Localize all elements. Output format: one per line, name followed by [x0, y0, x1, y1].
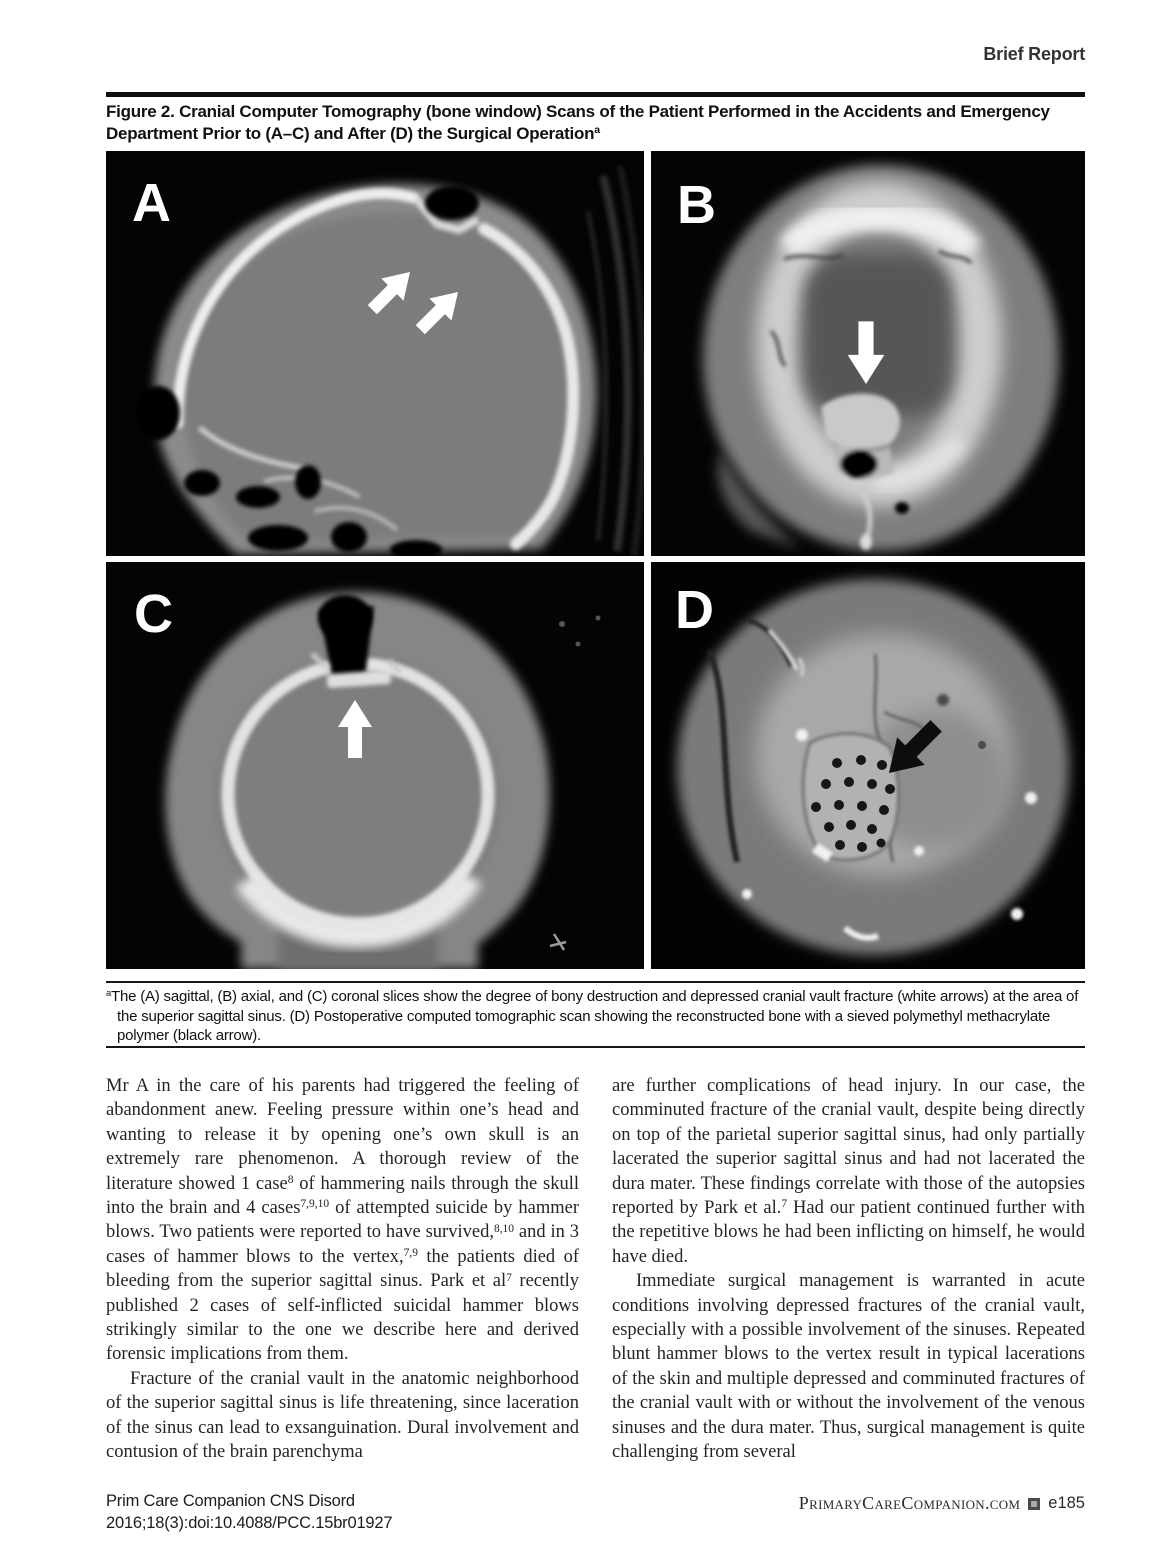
figure-footnote: $^a$The (A) sagittal, (B) axial, and (C) coronal slices show the degree of bony destruction and depressed cranial vault fracture (white arrows) at the area of the superior sagittal sinus. (D) Postoperative computed tomographic scan showing the reconstructed bone with a sieved polymethyl methacrylate polymer (black arrow).: [106, 988, 1079, 1044]
ct-panel-d-postoperative: [651, 562, 1085, 969]
body-text-columns: [106, 1074, 1085, 1465]
ct-scan-axial: [651, 151, 1085, 556]
ct-panel-b-axial: [651, 151, 1085, 556]
paragraph: are further complications of head injury. In our case, the comminuted fracture of the cranial vault, despite being directly on top of the parietal superior sagittal sinus, had only partially lacerated the superior sagittal sinus and had not lacerated the dura mater. These findings correlate with those of the autopsies reported by Park et al.$^7$ Had our patient continued further with the repetitive blows he had been inflicting on himself, he would have died.: [612, 1076, 1085, 1267]
panel-label-c: C: [134, 584, 173, 644]
article-type-label: Brief Report: [983, 44, 1085, 64]
panel-label-d: D: [675, 580, 714, 640]
ct-scan-coronal: [106, 562, 644, 969]
figure-top-rule: [106, 92, 1085, 97]
journal-website: PrimaryCareCompanion.com: [798, 1493, 1021, 1513]
paragraph: Fracture of the cranial vault in the anatomic neighborhood of the superior sagittal sinus is life threatening, since laceration of the sinus can lead to exsanguination. Dural involvement and contusion of the brain parenchyma: [106, 1368, 579, 1463]
panel-label-a: A: [132, 173, 171, 233]
ct-scan-sagittal: [106, 151, 644, 556]
figure-title: Figure 2. Cranial Computer Tomography (bone window) Scans of the Patient Performed in the Accidents and Emergency Department Prior to (A–C) and After (D) the Surgical Operation$^a$: [106, 102, 1050, 143]
ct-panel-a-sagittal: [106, 151, 644, 556]
figure-panel-grid: [106, 151, 1085, 969]
paragraph: Mr A in the care of his parents had triggered the feeling of abandonment anew. Feeling pressure within one’s head and wanting to release it by opening one’s own skull is an extremely rare phenomenon. A thorough review of the literature showed 1 case$^8$ of hammering nails through the skull into the brain and 4 cases$^{7,9,10}$ of attempted suicide by hammer blows. Two patients were reported to have survived,$^{8,10}$ and in 3 cases of hammer blows to the vertex,$^{7,9}$ the patients died of bleeding from the superior sagittal sinus. Park et $al^7$ recently published 2 cases of self-inflicted suicidal hammer blows strikingly similar to the one we describe here and derived forensic implications from them.: [106, 1076, 579, 1365]
panel-label-b: B: [677, 175, 716, 235]
cranial-cavity: [804, 254, 952, 416]
footer-right: [799, 1493, 1085, 1514]
footnote-bottom-rule: [106, 1046, 1085, 1048]
page-content: [106, 0, 1085, 1566]
ct-panel-c-coronal: [106, 562, 644, 969]
ct-scan-postoperative: [651, 562, 1085, 969]
journal-citation: [106, 1491, 392, 1534]
paragraph: Immediate surgical management is warranted in acute conditions involving depressed fractures of the cranial vault, especially with a possible involvement of the sinuses. Repeated blunt hammer blows to the vertex result in typical lacerations of the skin and multiple depressed and comminuted fractures of the cranial vault with or without the involvement of the venous sinuses and the dura mater. Thus, surgical management is quite challenging from several: [612, 1271, 1085, 1463]
pmma-plate: [803, 734, 898, 860]
footnote-top-rule: [106, 981, 1085, 983]
right-column: [612, 1074, 1085, 1465]
journal-square-icon: [1028, 1498, 1040, 1510]
journal-name: Prim Care Companion CNS Disord: [106, 1492, 355, 1510]
page-number: e185: [1048, 1494, 1085, 1512]
left-column: [106, 1074, 579, 1465]
doi-citation: 2016;18(3):doi:10.4088/PCC.15br01927: [106, 1513, 393, 1532]
